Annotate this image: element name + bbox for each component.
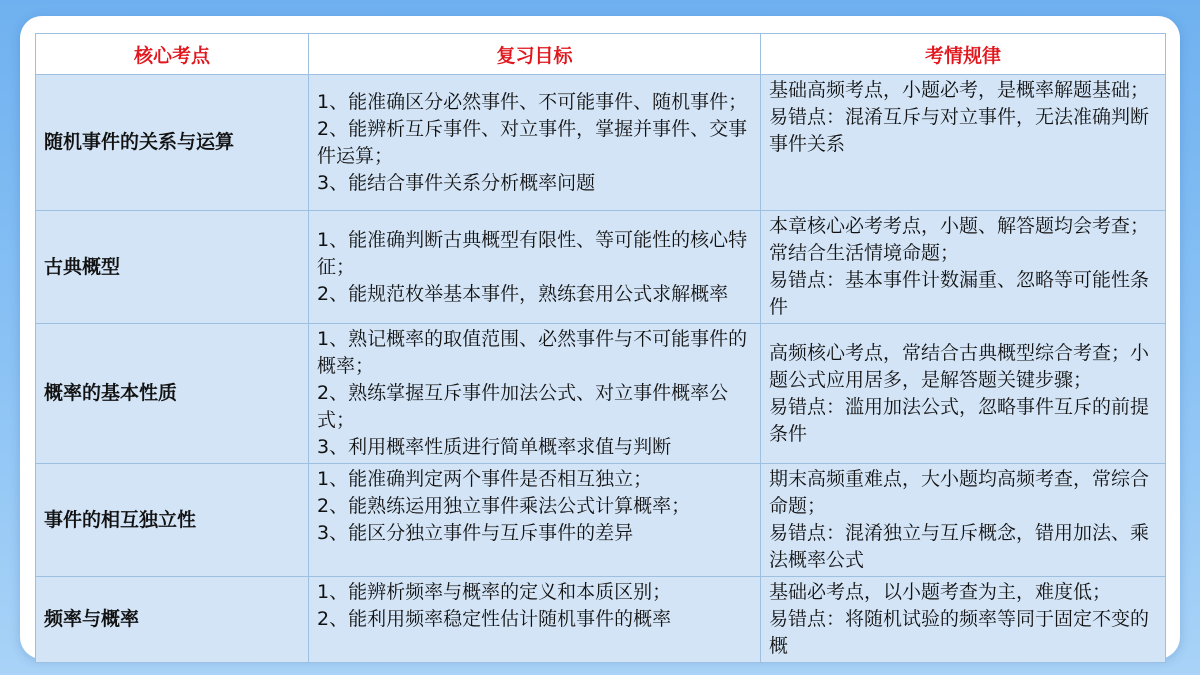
pattern-cell — [761, 464, 1166, 577]
pattern-cell — [761, 211, 1166, 324]
header-review-goal: 复习目标 — [309, 34, 761, 75]
pattern-line: 易错点：滥用加法公式，忽略事件互斥的前提条件 — [769, 395, 1150, 445]
goals-cell — [309, 577, 761, 663]
topic-cell: 随机事件的关系与运算 — [36, 75, 309, 211]
goal-line: 2、熟练掌握互斥事件加法公式、对立事件概率公式； — [317, 382, 729, 431]
table-row — [36, 324, 1166, 464]
topic-cell: 概率的基本性质 — [36, 324, 309, 464]
pattern-line: 易错点：混淆独立与互斥概念，错用加法、乘法概率公式 — [769, 522, 1150, 571]
goal-line: 3、利用概率性质进行简单概率求值与判断 — [317, 436, 672, 458]
pattern-line: 基础高频考点，小题必考，是概率解题基础； — [769, 79, 1150, 101]
header-core-topic: 核心考点 — [36, 34, 309, 75]
goal-line: 3、能结合事件关系分析概率问题 — [317, 171, 596, 194]
review-table — [35, 33, 1166, 663]
topic-cell: 事件的相互独立性 — [36, 464, 309, 577]
table-row — [36, 577, 1166, 663]
table-row — [36, 75, 1166, 211]
pattern-line: 基础必考点，以小题考查为主，难度低； — [769, 581, 1112, 603]
pattern-cell — [761, 577, 1166, 663]
goal-line: 1、熟记概率的取值范围、必然事件与不可能事件的概率； — [317, 328, 748, 377]
goals-cell — [309, 211, 761, 324]
goal-line: 1、能准确判断古典概型有限性、等可能性的核心特征； — [317, 228, 748, 278]
goals-cell — [309, 75, 761, 211]
goal-line: 3、能区分独立事件与互斥事件的差异 — [317, 522, 634, 544]
goal-line: 2、能辨析互斥事件、对立事件，掌握并事件、交事件运算； — [317, 117, 748, 167]
pattern-line: 易错点：将随机试验的频率等同于固定不变的概 — [769, 608, 1150, 657]
pattern-line: 期末高频重难点，大小题均高频考查，常综合命题； — [769, 468, 1150, 517]
pattern-line: 高频核心考点，常结合古典概型综合考查；小题公式应用居多，是解答题关键步骤； — [769, 341, 1150, 391]
pattern-cell — [761, 324, 1166, 464]
pattern-line: 本章核心必考考点，小题、解答题均会考查；常结合生活情境命题； — [769, 215, 1150, 264]
pattern-line: 易错点：基本事件计数漏重、忽略等可能性条件 — [769, 269, 1150, 318]
goals-cell — [309, 464, 761, 577]
header-row — [36, 34, 1166, 75]
goal-line: 1、能辨析频率与概率的定义和本质区别； — [317, 581, 672, 603]
pattern-cell — [761, 75, 1166, 211]
goal-line: 2、能熟练运用独立事件乘法公式计算概率； — [317, 495, 691, 517]
topic-cell: 古典概型 — [36, 211, 309, 324]
goal-line: 2、能规范枚举基本事件，熟练套用公式求解概率 — [317, 282, 729, 305]
goal-line: 2、能利用频率稳定性估计随机事件的概率 — [317, 608, 672, 630]
goals-cell — [309, 324, 761, 464]
topic-cell: 频率与概率 — [36, 577, 309, 663]
table-row — [36, 464, 1166, 577]
goal-line: 1、能准确区分必然事件、不可能事件、随机事件； — [317, 90, 748, 113]
header-exam-pattern: 考情规律 — [761, 34, 1166, 75]
table-row — [36, 211, 1166, 324]
goal-line: 1、能准确判定两个事件是否相互独立； — [317, 468, 653, 490]
pattern-line: 易错点：混淆互斥与对立事件，无法准确判断事件关系 — [769, 106, 1150, 155]
